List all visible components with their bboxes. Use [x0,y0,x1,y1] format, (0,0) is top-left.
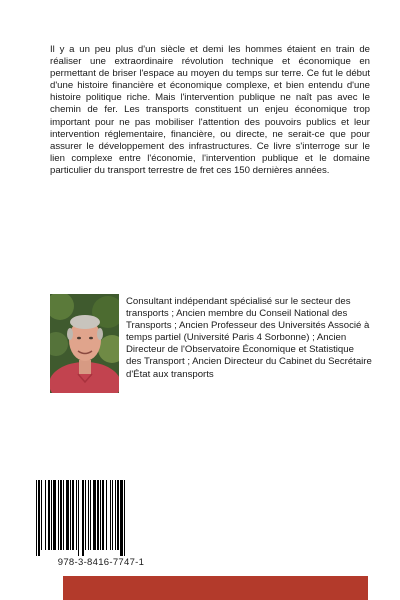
barcode-bar [51,480,52,550]
barcode-bar [110,480,111,550]
barcode-bar [60,480,62,550]
barcode-bar [38,480,40,556]
barcode-bar [100,480,101,550]
book-blurb: Il y a un peu plus d'un siècle et demi les hommes étaient en train de réaliser une extraordinaire révolution technique et économique en permettant de briser l'espace au moyen du temps sur terre. Ce fut le début d'une histoire financière et économique complexe, et bien entendu d'une histoire politique riche. Mais l'intervention publique ne naît pas avec le chemin de fer. Les transports constituent un enjeu économique trop important pour ne pas mobiliser l'attention des pouvoirs publics et leur intervention réglementaire, financière, ou directe, ne serait-ce que pour assurer le développement des infrastructures. Ce livre s'interroge sur le lien complexe entre l'économie, l'intervention publique et le domaine particulier du transport terrestre de fret ces 150 dernières années. [50,44,370,176]
barcode-bar [97,480,99,550]
barcode-bar [115,480,116,550]
barcode-bar [48,480,50,550]
barcode-bar [78,480,79,556]
barcode-bar [76,480,77,550]
author-bio: Consultant indépendant spécialisé sur le secteur des transports ; Ancien membre du Conseil National des Transports ; Ancien Professeur des Universités Associé à temps partiel (Université Paris 4 Sorbonne) ; Ancien Directeur de l'Observatoire Économique et Statistique des Transport ; Ancien Directeur du Cabinet du Secrétaire d'État aux transports [126,296,372,380]
author-portrait-icon [50,294,119,393]
isbn-number: 978-3-8416-7747-1 [57,557,145,568]
author-photo [50,294,119,393]
barcode-bar [90,480,91,550]
isbn-barcode [32,480,170,565]
barcode-bar [117,480,119,550]
barcode-bar [102,480,104,550]
barcode-bar [58,480,59,550]
barcode-bar [93,480,96,550]
barcode-bar [36,480,37,556]
barcode-bar [124,480,125,556]
barcode-bar [41,480,42,550]
barcode-bar [106,480,107,550]
barcode-bar [53,480,56,550]
footer-color-band [63,576,368,600]
barcode-bar [70,480,71,550]
barcode-bar [63,480,64,550]
barcode-bar [72,480,74,550]
barcode-bar [66,480,69,550]
barcode-bar [88,480,89,550]
barcode-bar [85,480,86,550]
barcode-bar [120,480,123,556]
barcode-bar [112,480,113,550]
barcode-bar [45,480,46,550]
barcode-icon [32,480,170,558]
barcode-bar [82,480,84,556]
